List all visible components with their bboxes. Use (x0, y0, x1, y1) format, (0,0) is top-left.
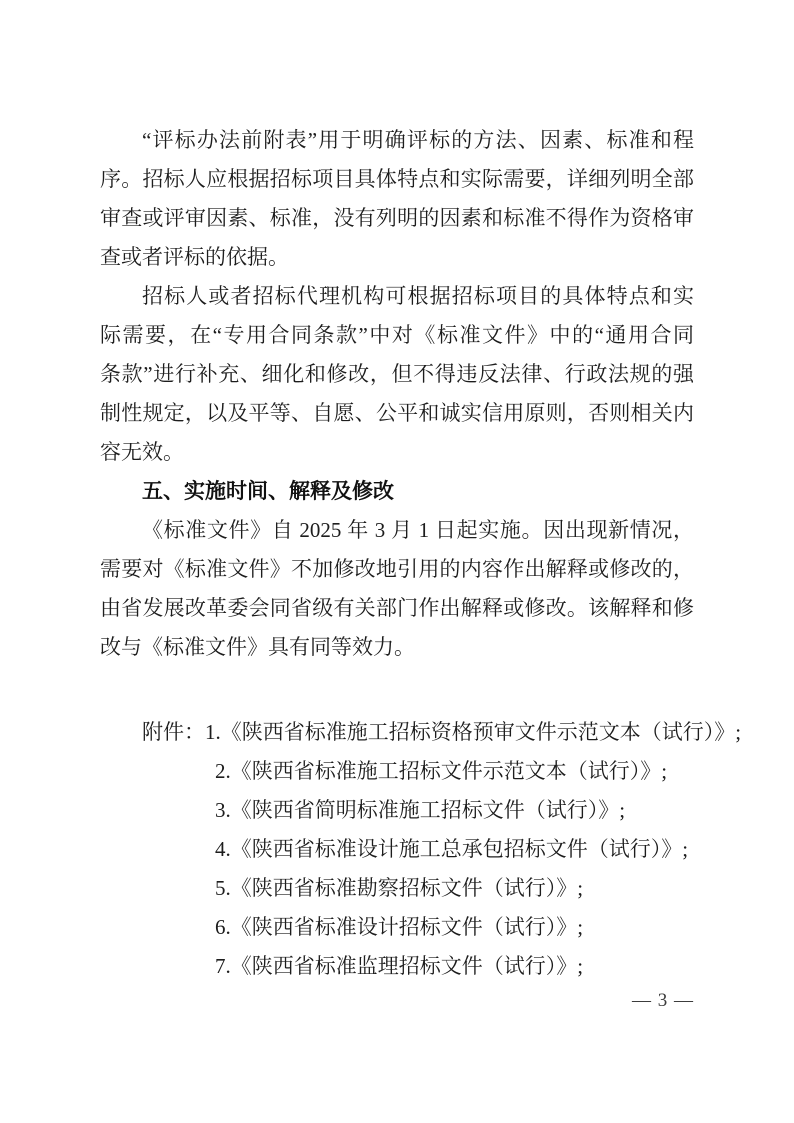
attachment-list (100, 713, 742, 986)
paragraph-line: 改与《标准文件》具有同等效力。 (100, 635, 415, 659)
attachment-item: 1.《陕西省标准施工招标资格预审文件示范文本（试行）》; (205, 720, 742, 744)
paragraph-line: 需要对《标准文件》不加修改地引用的内容作出解释或修改的， (100, 557, 694, 581)
paragraph-line: 制性规定，以及平等、自愿、公平和诚实信用原则，否则相关内 (100, 401, 694, 425)
paragraph-line: 招标人或者招标代理机构可根据招标项目的具体特点和实 (142, 284, 694, 308)
paragraph-line: 条款”进行补充、细化和修改，但不得违反法律、行政法规的强 (100, 362, 694, 386)
attachment-item: 6.《陕西省标准设计招标文件（试行）》; (215, 915, 584, 939)
paragraph-line: “评标办法前附表”用于明确评标的方法、因素、标准和程 (142, 128, 694, 152)
attachment-label: 附件： (142, 720, 205, 744)
attachment-item: 4.《陕西省标准设计施工总承包招标文件（试行）》; (215, 837, 689, 861)
paragraph-line: 由省发展改革委会同省级有关部门作出解释或修改。该解释和修 (100, 596, 694, 620)
paragraph-line: 际需要，在“专用合同条款”中对《标准文件》中的“通用合同 (100, 323, 694, 347)
paragraph-line: 容无效。 (100, 440, 184, 464)
attachment-item: 3.《陕西省简明标准施工招标文件（试行）》; (215, 798, 626, 822)
paragraph-line: 查或者评标的依据。 (100, 245, 289, 269)
section-heading: 五、实施时间、解释及修改 (142, 480, 394, 503)
attachment-item: 2.《陕西省标准施工招标文件示范文本（试行）》; (215, 759, 668, 783)
page-number: — 3 — (632, 990, 694, 1011)
attachment-item: 5.《陕西省标准勘察招标文件（试行）》; (215, 876, 584, 900)
paragraph-line: 序。招标人应根据招标项目具体特点和实际需要，详细列明全部 (100, 167, 694, 191)
document-body (100, 121, 742, 986)
attachment-line (100, 713, 742, 752)
attachment-item: 7.《陕西省标准监理招标文件（试行）》; (215, 954, 584, 978)
paragraph-line: 审查或评审因素、标准，没有列明的因素和标准不得作为资格审 (100, 206, 694, 230)
paragraph-line: 《标准文件》自 2025 年 3 月 1 日起实施。因出现新情况， (142, 518, 694, 542)
